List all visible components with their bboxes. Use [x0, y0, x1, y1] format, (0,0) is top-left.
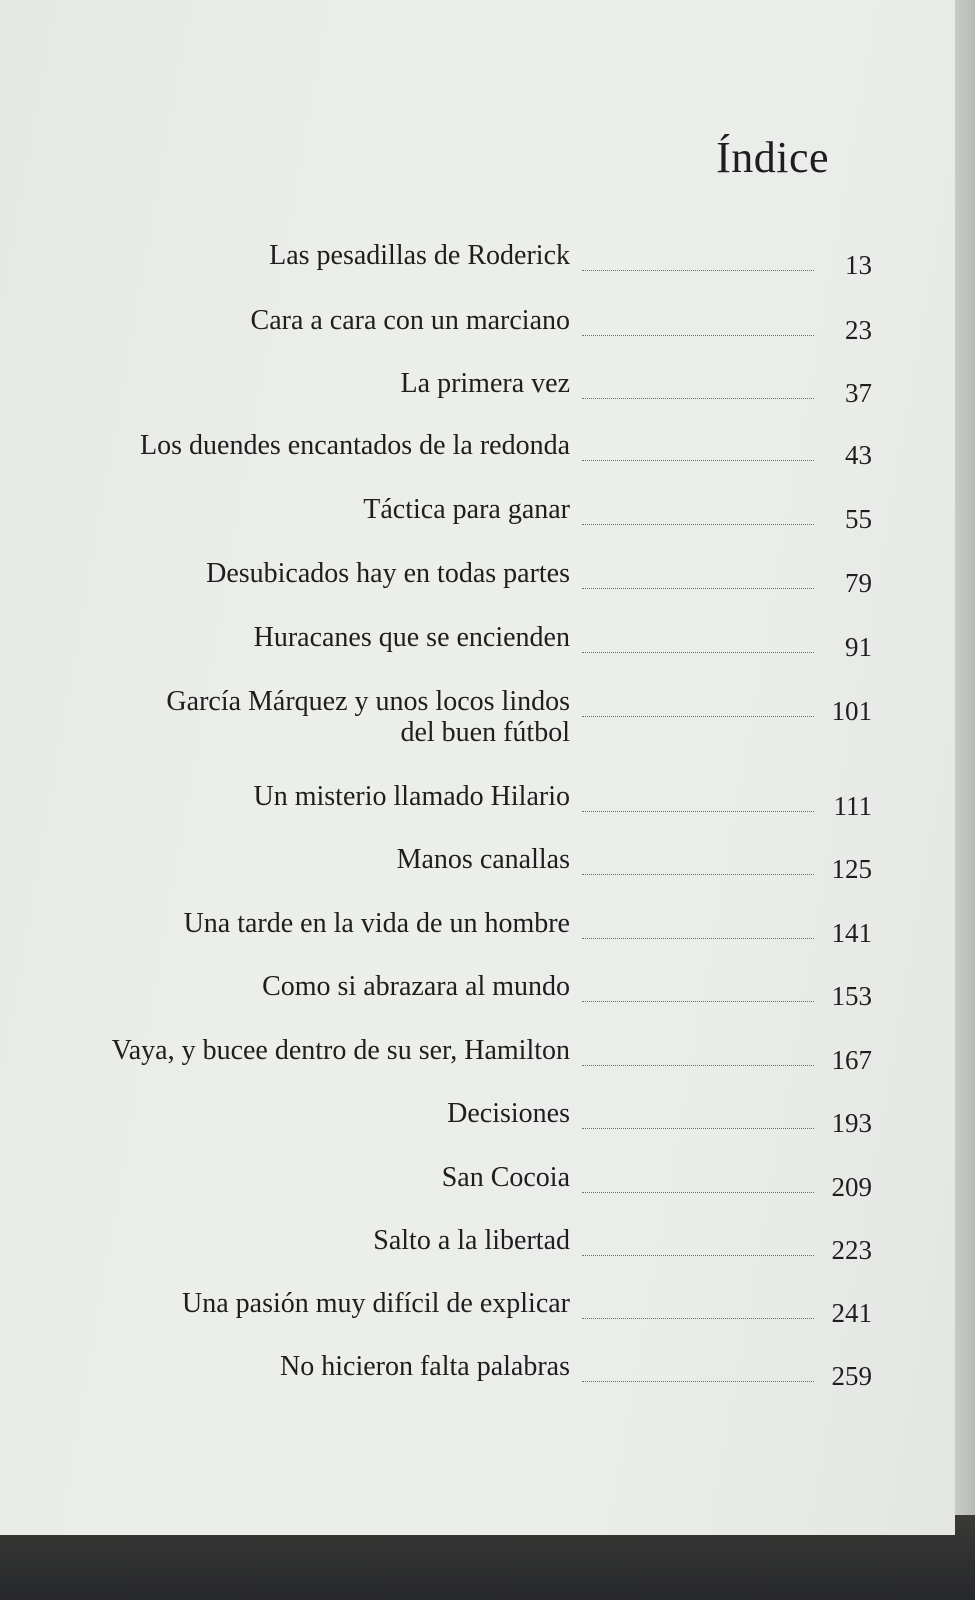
toc-entry	[60, 1162, 880, 1224]
dot-leader	[582, 1255, 814, 1256]
toc-entry-title: Huracanes que se encienden	[253, 622, 570, 653]
toc-entry	[60, 305, 880, 367]
toc-entry	[60, 430, 880, 492]
toc-entry	[60, 240, 880, 302]
toc-entry	[60, 781, 880, 843]
toc-page-number: 111	[833, 791, 872, 821]
dot-leader	[582, 716, 814, 717]
toc-page-number: 37	[845, 378, 872, 408]
toc-page-number: 79	[845, 568, 872, 598]
toc-entry-title: Las pesadillas de Roderick	[269, 240, 570, 271]
dot-leader	[582, 811, 814, 812]
toc-entry-title: Una tarde en la vida de un hombre	[183, 908, 570, 939]
dot-leader	[582, 1001, 814, 1002]
toc-page-number: 241	[831, 1298, 872, 1328]
dot-leader	[582, 1381, 814, 1382]
toc-page-number: 23	[845, 315, 872, 345]
toc-entry	[60, 908, 880, 970]
dot-leader	[582, 1192, 814, 1193]
dot-leader	[582, 588, 814, 589]
toc-entry-title: Cara a cara con un marciano	[250, 305, 570, 336]
toc-entry	[60, 686, 880, 748]
toc-entry	[60, 1035, 880, 1097]
toc-entry-title: Un misterio llamado Hilario	[253, 781, 570, 812]
toc-page-number: 223	[831, 1235, 872, 1265]
page-title: Índice	[716, 133, 829, 182]
toc-entry-title: Una pasión muy difícil de explicar	[182, 1288, 570, 1319]
toc-entry-title: Salto a la libertad	[373, 1225, 570, 1256]
toc-page-number: 167	[831, 1045, 872, 1075]
dot-leader	[582, 1065, 814, 1066]
dot-leader	[582, 1128, 814, 1129]
toc-entry-title: San Cocoia	[441, 1162, 570, 1193]
toc-page-number: 209	[831, 1172, 872, 1202]
toc-entry	[60, 844, 880, 906]
toc-entry	[60, 1098, 880, 1160]
toc-entry	[60, 558, 880, 620]
toc-page-number: 101	[831, 696, 872, 726]
toc-entry-title: Desubicados hay en todas partes	[206, 558, 570, 589]
dot-leader	[582, 270, 814, 271]
dot-leader	[582, 938, 814, 939]
toc-page-number: 125	[831, 854, 872, 884]
toc-page-number: 259	[831, 1361, 872, 1391]
toc-page-number: 43	[845, 440, 872, 470]
toc-page-number: 91	[845, 632, 872, 662]
toc-entry-title: Manos canallas	[396, 844, 570, 875]
toc-page-number: 153	[831, 981, 872, 1011]
toc-entry-title: No hicieron falta palabras	[280, 1351, 570, 1382]
dot-leader	[582, 1318, 814, 1319]
dot-leader	[582, 460, 814, 461]
toc-entry-title: Como si abrazara al mundo	[262, 971, 570, 1002]
dot-leader	[582, 398, 814, 399]
toc-entry	[60, 1351, 880, 1413]
toc-entry-title: García Márquez y unos locos lindos del buen fútbol	[166, 686, 570, 748]
toc-entry-title: La primera vez	[400, 368, 570, 399]
toc-entry	[60, 1288, 880, 1350]
toc-entry-title: Los duendes encantados de la redonda	[140, 430, 570, 461]
dot-leader	[582, 524, 814, 525]
dot-leader	[582, 652, 814, 653]
dot-leader	[582, 874, 814, 875]
toc-entry	[60, 971, 880, 1033]
dot-leader	[582, 335, 814, 336]
toc-page-number: 13	[845, 250, 872, 280]
toc-entry	[60, 368, 880, 430]
toc-page-number: 55	[845, 504, 872, 534]
toc-entry	[60, 1225, 880, 1287]
toc-entry-title: Vaya, y bucee dentro de su ser, Hamilton	[111, 1035, 570, 1066]
toc-page-number: 141	[831, 918, 872, 948]
toc-page-number: 193	[831, 1108, 872, 1138]
toc-entry-title: Táctica para ganar	[363, 494, 570, 525]
toc-entry	[60, 622, 880, 684]
toc-entry-title: Decisiones	[447, 1098, 570, 1129]
toc-entry	[60, 494, 880, 556]
